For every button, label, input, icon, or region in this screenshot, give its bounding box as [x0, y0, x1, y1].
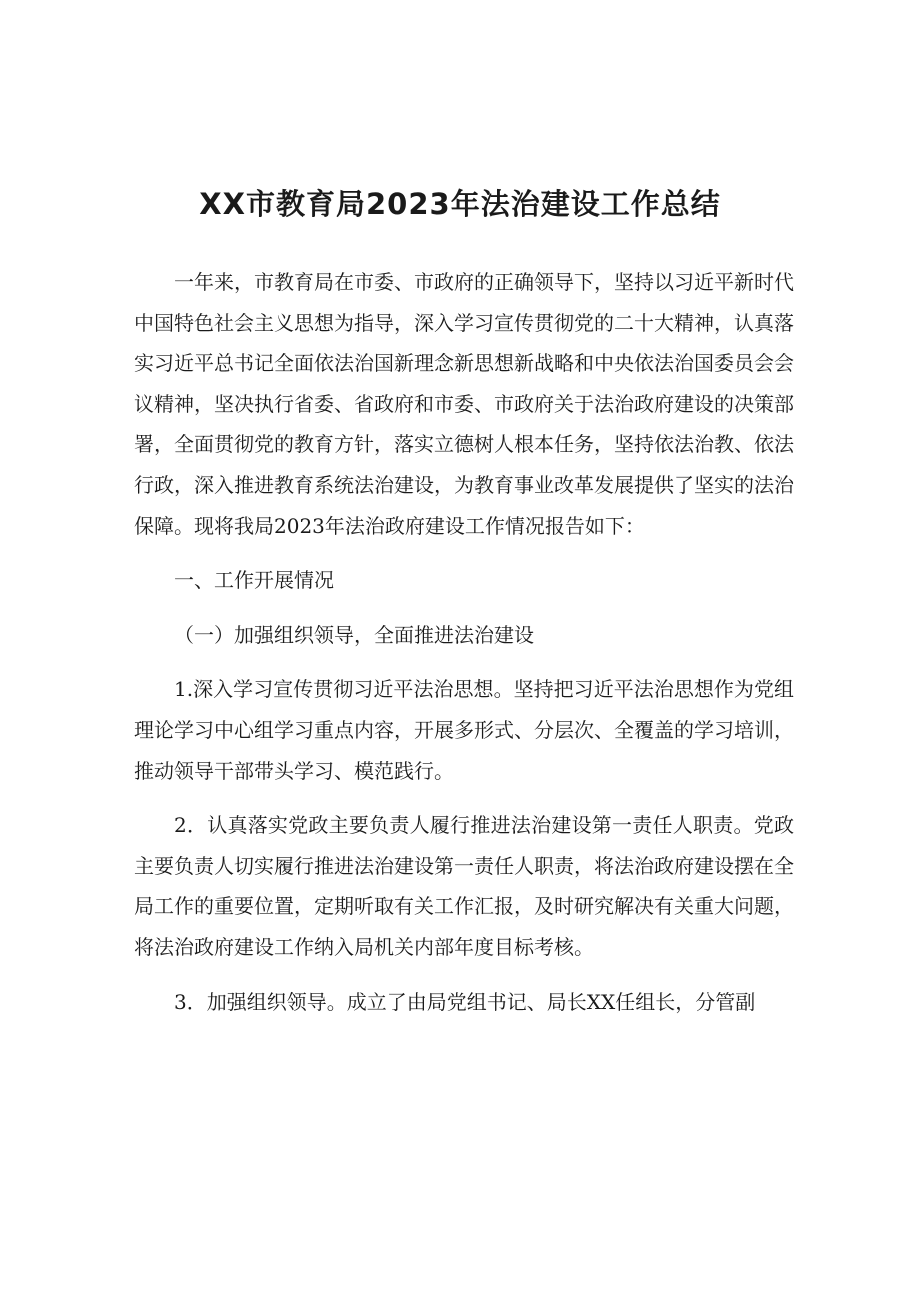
subsection-heading: （一）加强组织领导，全面推进法治建设: [174, 622, 534, 647]
section-heading: 一、工作开展情况: [174, 568, 334, 593]
item-paragraph-2: 2．认真落实党政主要负责人履行推进法治建设第一责任人职责。党政主要负责人切实履行推进法治建设第一责任人职责，将法治政府建设摆在全局工作的重要位置，定期听取有关工作汇报，及时研究解决有关重大问题，将法治政府建设工作纳入局机关内部年度目标考核。: [134, 813, 794, 959]
document-title: XX市教育局2023年法治建设工作总结: [199, 187, 721, 221]
intro-paragraph: 一年来，市教育局在市委、市政府的正确领导下，坚持以习近平新时代中国特色社会主义思想为指导，深入学习宣传贯彻党的二十大精神，认真落实习近平总书记全面依法治国新理念新思想新战略和中央依法治国委员会会议精神，坚决执行省委、省政府和市委、市政府关于法治政府建设的决策部署，全面贯彻党的教育方针，落实立德树人根本任务，坚持依法治教、依法行政，深入推进教育系统法治建设，为教育事业改革发展提供了坚实的法治保障。现将我局2023年法治政府建设工作情况报告如下：: [134, 270, 794, 538]
item-paragraph-1: 1.深入学习宣传贯彻习近平法治思想。坚持把习近平法治思想作为党组理论学习中心组学习重点内容，开展多形式、分层次、全覆盖的学习培训，推动领导干部带头学习、模范践行。: [134, 677, 794, 783]
item-paragraph-3: 3．加强组织领导。成立了由局党组书记、局长XX任组长，分管副: [174, 989, 756, 1014]
document-body: [134, 262, 794, 1022]
